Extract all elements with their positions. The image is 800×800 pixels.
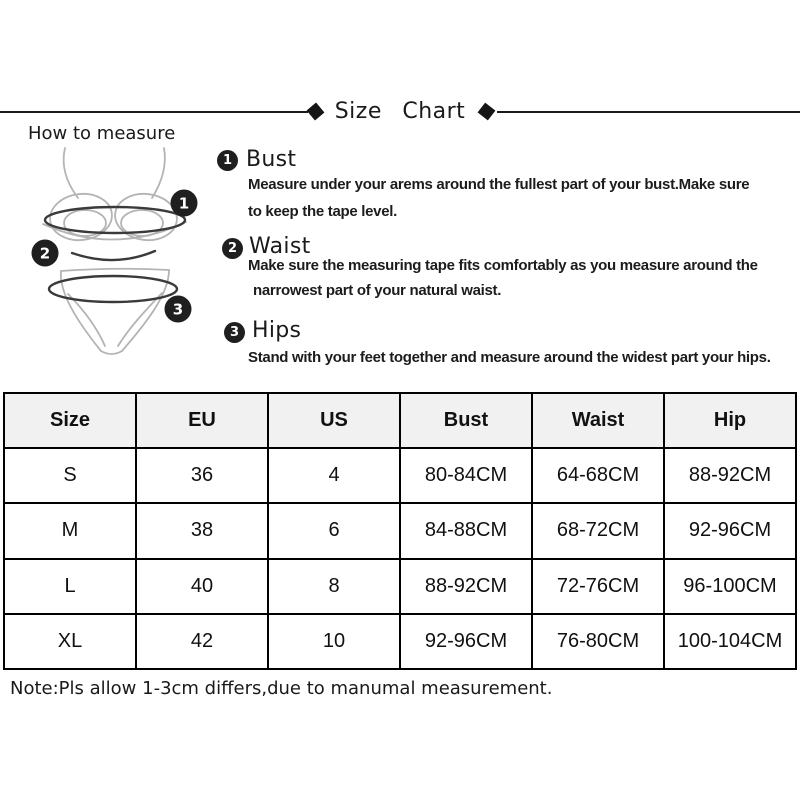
col-header-bust: Bust	[400, 393, 532, 448]
step-number-badge-bust	[217, 150, 238, 171]
cell-waist: 64-68CM	[532, 448, 664, 503]
cell-waist: 76-80CM	[532, 614, 664, 669]
cell-hip: 92-96CM	[664, 503, 796, 558]
bra-cups	[43, 190, 186, 243]
bra-straps	[64, 148, 165, 198]
cell-hip: 100-104CM	[664, 614, 796, 669]
waist-tape-arc	[72, 251, 155, 260]
hip-tape-badge	[165, 296, 192, 323]
hip-tape-ellipse	[49, 276, 177, 302]
col-header-waist: Waist	[532, 393, 664, 448]
col-header-eu: EU	[136, 393, 268, 448]
step-number: 1	[222, 153, 233, 168]
bikini-bottom	[61, 269, 169, 354]
cell-waist: 72-76CM	[532, 559, 664, 614]
cell-eu: 38	[136, 503, 268, 558]
cell-size: M	[4, 503, 136, 558]
bust-tape-badge	[171, 190, 198, 217]
size-table	[3, 392, 797, 670]
cell-hip: 96-100CM	[664, 559, 796, 614]
svg-text:1: 1	[178, 194, 190, 213]
cell-waist: 68-72CM	[532, 503, 664, 558]
header-rule-right	[497, 111, 800, 113]
table-row-s	[4, 448, 796, 503]
col-header-us: US	[268, 393, 400, 448]
cell-us: 8	[268, 559, 400, 614]
note-text: Note:Pls allow 1-3cm differs,due to manumal measurement.	[10, 678, 553, 699]
svg-text:3: 3	[172, 300, 184, 319]
table-row-m	[4, 503, 796, 558]
cell-bust: 84-88CM	[400, 503, 532, 558]
cell-hip: 88-92CM	[664, 448, 796, 503]
table-row-xl	[4, 614, 796, 669]
waist-tape-badge	[32, 240, 59, 267]
cell-us: 6	[268, 503, 400, 558]
step-desc-waist-line2: narrowest part of your natural waist.	[253, 282, 502, 299]
step-number-badge-waist	[222, 238, 243, 259]
step-heading-waist: Waist	[249, 234, 311, 259]
cell-eu: 42	[136, 614, 268, 669]
table-row-l	[4, 559, 796, 614]
cell-size: XL	[4, 614, 136, 669]
cell-us: 10	[268, 614, 400, 669]
how-to-measure-title: How to measure	[28, 123, 176, 144]
cell-size: S	[4, 448, 136, 503]
step-heading-bust: Bust	[246, 147, 297, 172]
svg-text:2: 2	[39, 244, 51, 263]
page-title: Size Chart	[334, 99, 466, 124]
col-header-hip: Hip	[664, 393, 796, 448]
step-number: 2	[227, 241, 238, 256]
cell-bust: 92-96CM	[400, 614, 532, 669]
cell-us: 4	[268, 448, 400, 503]
step-number-badge-hips	[224, 322, 245, 343]
step-desc-bust-line1: Measure under your arems around the fullest part of your bust.Make sure	[248, 176, 750, 193]
cell-eu: 36	[136, 448, 268, 503]
step-desc-hips-line1: Stand with your feet together and measure around the widest part your hips.	[248, 349, 771, 366]
cell-eu: 40	[136, 559, 268, 614]
cell-bust: 80-84CM	[400, 448, 532, 503]
step-number: 3	[229, 325, 240, 340]
cell-bust: 88-92CM	[400, 559, 532, 614]
step-heading-hips: Hips	[252, 318, 302, 343]
col-header-size: Size	[4, 393, 136, 448]
step-desc-waist-line1: Make sure the measuring tape fits comfortably as you measure around the	[248, 257, 758, 274]
cell-size: L	[4, 559, 136, 614]
size-table-header-row	[4, 393, 796, 448]
step-desc-bust-line2: to keep the tape level.	[248, 203, 397, 220]
bikini-measurement-figure	[18, 140, 223, 370]
